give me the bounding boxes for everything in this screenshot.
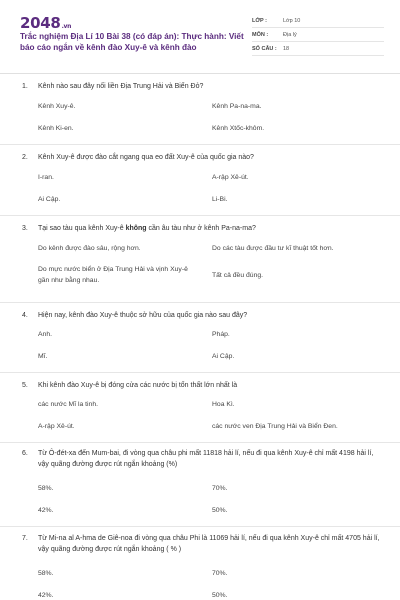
question-item xyxy=(0,145,400,216)
option-c[interactable]: Ai Cập. xyxy=(38,196,61,203)
option-b[interactable]: Do các tàu được đầu tư kĩ thuật tốt hơn. xyxy=(212,245,334,252)
meta-value: Lớp 10 xyxy=(283,17,301,24)
option-a[interactable]: Do kênh được đào sâu, rộng hơn. xyxy=(38,245,141,252)
option-b[interactable]: A-rập Xê-út. xyxy=(212,174,249,181)
question-text: Hiện nay, kênh đào Xuy-ê thuộc sở hữu của quốc gia nào sau đây? xyxy=(38,312,248,319)
option-a[interactable]: Kênh Xuy-ê. xyxy=(38,103,76,110)
option-d[interactable]: 50%. xyxy=(212,592,228,599)
option-c[interactable]: Kênh Ki-en. xyxy=(38,125,74,132)
meta-row-class xyxy=(252,14,384,28)
option-c[interactable]: A-rập Xê-út. xyxy=(38,423,75,430)
question-text: Tại sao tàu qua kênh Xuy-ê không cần âu tàu như ở kênh Pa-na-ma? xyxy=(38,225,256,232)
emphasis-not: không xyxy=(125,225,147,232)
option-d[interactable]: 50%. xyxy=(212,507,228,514)
question-item xyxy=(0,303,400,373)
question-text: Từ Mi-na al A-hma de Giê-noa đi vòng qua châu Phi là 11069 hải lí, nếu đi qua kênh Xuy-ê chỉ mất 4705 hải lí, vậy quãng đường được rút ngắn khoảng ( % ) xyxy=(38,535,380,553)
question-text: Kênh nào sau đây nối liền Địa Trung Hải và Biển Đỏ? xyxy=(38,83,204,90)
site-logo[interactable] xyxy=(20,14,71,32)
question-text: Từ Ô-đét-xa đến Mum-bai, đi vòng qua châu phi mất 11818 hải lí, nếu đi qua kênh Xuy-ê chỉ mất 4198 hải lí, vậy quãng đường được rút ngắn khoảng (%) xyxy=(38,450,374,468)
option-a[interactable]: I-ran. xyxy=(38,174,54,181)
meta-row-count xyxy=(252,42,384,56)
meta-row-subject xyxy=(252,28,384,42)
meta-label: LỚP : xyxy=(252,17,267,24)
question-list xyxy=(0,74,400,600)
option-a[interactable]: 58%. xyxy=(38,570,54,577)
option-d[interactable]: Tất cả đều đúng. xyxy=(212,272,264,279)
option-a[interactable]: các nước Mĩ la tinh. xyxy=(38,401,99,408)
question-number: 6. xyxy=(22,450,28,457)
info-panel xyxy=(252,14,384,56)
option-b[interactable]: Hoa Kì. xyxy=(212,401,235,408)
question-stem xyxy=(0,373,400,391)
question-stem xyxy=(0,527,400,555)
question-item xyxy=(0,373,400,443)
option-b[interactable]: 70%. xyxy=(212,570,228,577)
question-text: Khi kênh đào Xuy-ê bị đóng cửa các nước bị tổn thất lớn nhất là xyxy=(38,382,238,389)
question-number: 5. xyxy=(22,382,28,389)
option-c[interactable]: 42%. xyxy=(38,592,54,599)
meta-label: MÔN : xyxy=(252,31,269,38)
logo-suffix: .vn xyxy=(61,23,72,30)
option-a[interactable]: Anh. xyxy=(38,331,52,338)
question-text: Kênh Xuy-ê được đào cắt ngang qua eo đất Xuy-ê của quốc gia nào? xyxy=(38,154,254,161)
question-stem xyxy=(0,74,400,92)
meta-value: 18 xyxy=(283,45,290,52)
meta-value: Địa lý xyxy=(283,31,297,38)
question-number: 7. xyxy=(22,535,28,542)
page-title: Trắc nghiệm Địa Lí 10 Bài 38 (có đáp án): Thực hành: Viết báo cáo ngắn về kênh đào Xuy-ê và kênh đào xyxy=(20,32,244,52)
question-stem xyxy=(0,145,400,163)
option-d[interactable]: Li-Bi. xyxy=(212,196,228,203)
question-number: 1. xyxy=(22,83,28,90)
option-b[interactable]: Pháp. xyxy=(212,331,230,338)
option-c[interactable]: Do mực nước biển ở Địa Trung Hải và vịnh Xuy-ê gần như bằng nhau. xyxy=(38,266,188,284)
question-number: 3. xyxy=(22,225,28,232)
question-item xyxy=(0,74,400,145)
question-stem xyxy=(0,443,400,470)
option-b[interactable]: 70%. xyxy=(212,485,228,492)
meta-label: SỐ CÂU : xyxy=(252,45,277,52)
question-stem xyxy=(0,216,400,234)
question-number: 2. xyxy=(22,154,28,161)
option-c[interactable]: 42%. xyxy=(38,507,54,514)
page-header xyxy=(0,0,400,72)
option-a[interactable]: 58%. xyxy=(38,485,54,492)
option-c[interactable]: Mĩ. xyxy=(38,353,48,360)
question-item xyxy=(0,443,400,527)
option-d[interactable]: Ai Cập. xyxy=(212,353,235,360)
option-d[interactable]: các nước ven Địa Trung Hải và Biển Đen. xyxy=(212,423,338,430)
question-number: 4. xyxy=(22,312,28,319)
question-item xyxy=(0,216,400,303)
logo-main: 2048 xyxy=(20,14,61,32)
option-b[interactable]: Kênh Pa-na-ma. xyxy=(212,103,262,110)
question-item xyxy=(0,527,400,600)
option-d[interactable]: Kênh Xtốc-khôm. xyxy=(212,125,265,132)
question-stem xyxy=(0,303,400,321)
